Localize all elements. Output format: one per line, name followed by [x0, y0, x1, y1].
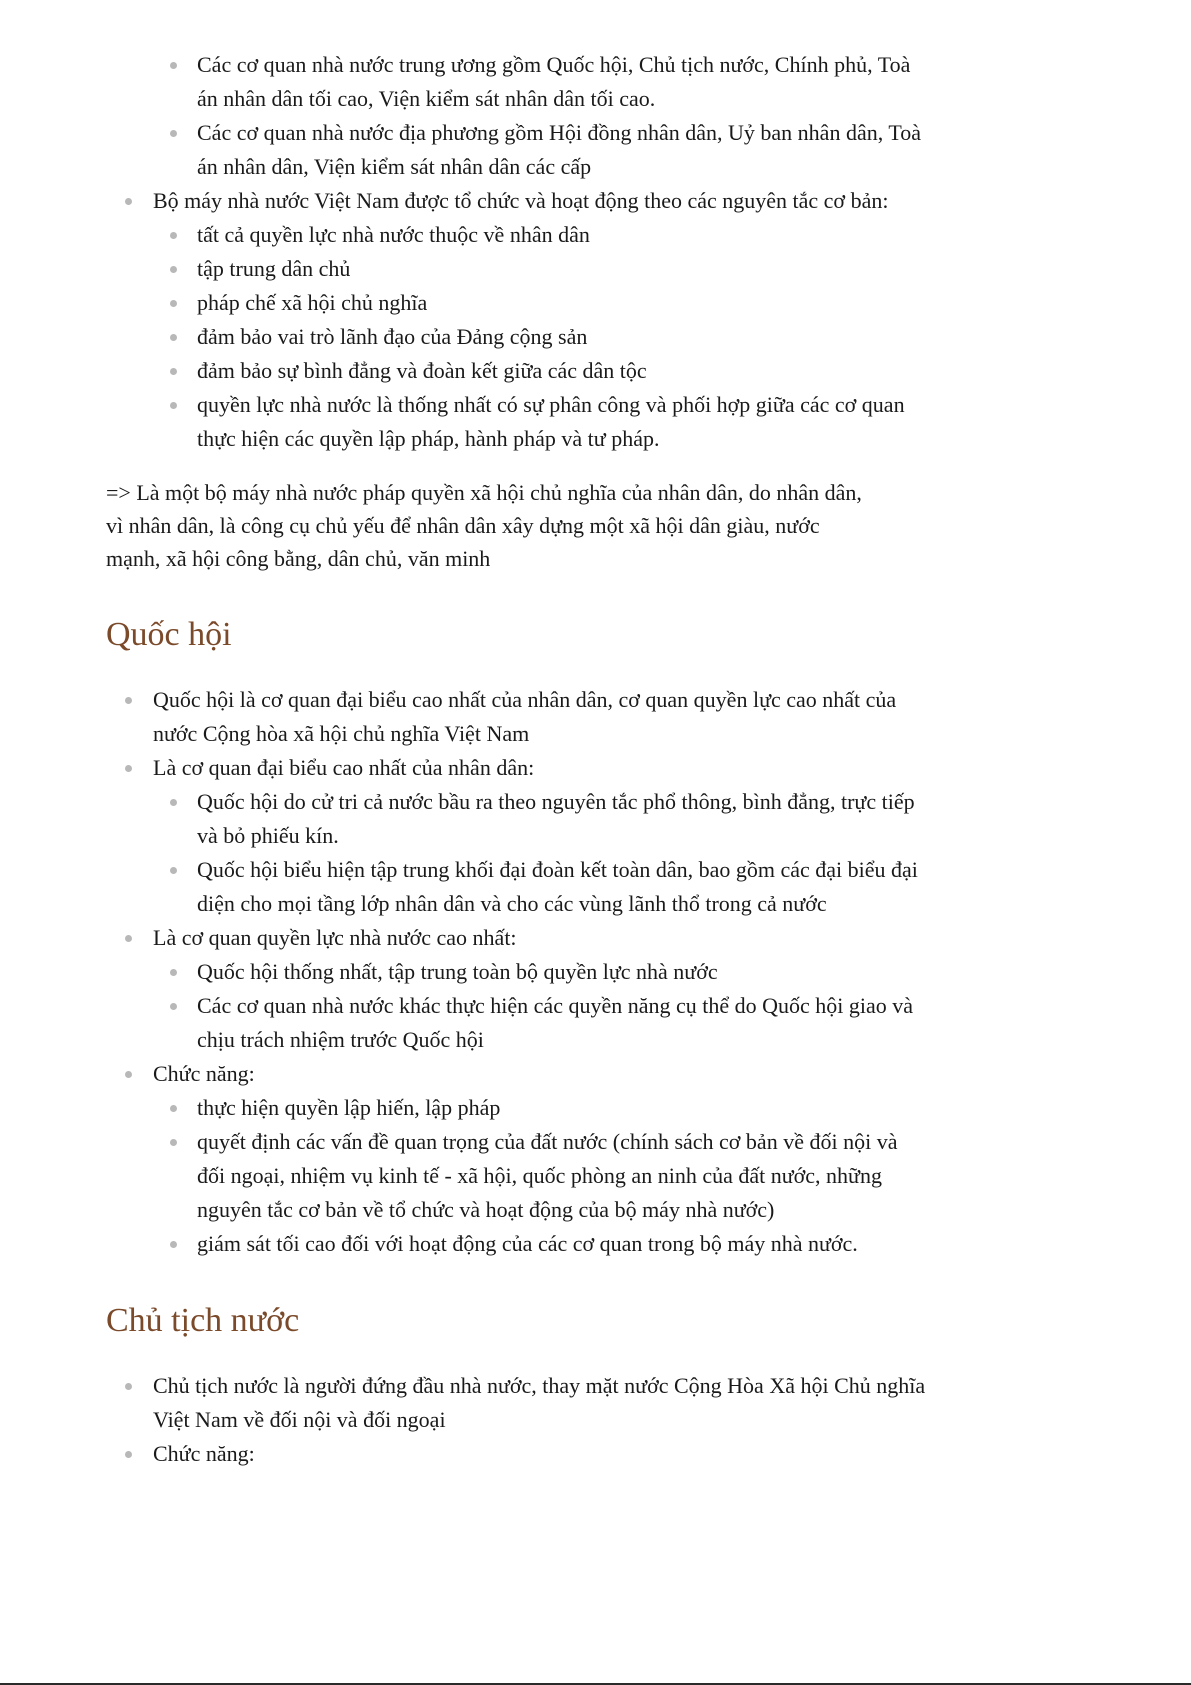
list-item: Quốc hội thống nhất, tập trung toàn bộ quyền lực nhà nước — [106, 955, 926, 989]
list-item: pháp chế xã hội chủ nghĩa — [106, 286, 926, 320]
list-item: giám sát tối cao đối với hoạt động của các cơ quan trong bộ máy nhà nước. — [106, 1227, 926, 1261]
list-item: đảm bảo sự bình đẳng và đoàn kết giữa các dân tộc — [106, 354, 926, 388]
list-item: thực hiện quyền lập hiến, lập pháp — [106, 1091, 926, 1125]
list-item: Các cơ quan nhà nước trung ương gồm Quốc hội, Chủ tịch nước, Chính phủ, Toà án nhân dân tối cao, Viện kiểm sát nhân dân tối cao. — [106, 48, 926, 116]
section-heading-chu-tich-nuoc: Chủ tịch nước — [106, 1302, 300, 1339]
section-heading-quoc-hoi: Quốc hội — [106, 616, 232, 653]
list-item: quyền lực nhà nước là thống nhất có sự phân công và phối hợp giữa các cơ quan thực hiện các quyền lập pháp, hành pháp và tư pháp. — [106, 388, 926, 456]
principles-label — [106, 184, 926, 456]
functions-sublist — [106, 1091, 926, 1261]
principles-sublist — [106, 218, 926, 456]
representative-item — [106, 751, 926, 921]
conclusion-paragraph: => Là một bộ máy nhà nước pháp quyền xã hội chủ nghĩa của nhân dân, do nhân dân, vì nhân dân, là công cụ chủ yếu để nhân dân xây dựng một xã hội dân giàu, nước mạnh, xã hội công bằng, dân chủ, văn minh — [106, 480, 862, 571]
list-item: tất cả quyền lực nhà nước thuộc về nhân dân — [106, 218, 926, 252]
list-item: quyết định các vấn đề quan trọng của đất nước (chính sách cơ bản về đối nội và đối ngoại, nhiệm vụ kinh tế - xã hội, quốc phòng an ninh của đất nước, những nguyên tắc cơ bản về tổ chức và hoạt động của bộ máy nhà nước) — [106, 1125, 926, 1227]
power-sublist — [106, 955, 926, 1057]
list-item: Chức năng: — [106, 1437, 926, 1471]
list-item: đảm bảo vai trò lãnh đạo của Đảng cộng sản — [106, 320, 926, 354]
list-item: Quốc hội biểu hiện tập trung khối đại đoàn kết toàn dân, bao gồm các đại biểu đại diện cho mọi tầng lớp nhân dân và cho các vùng lãnh thổ trong cả nước — [106, 853, 926, 921]
chu-tich-list — [106, 1369, 926, 1471]
power-item — [106, 921, 926, 1057]
principles-list — [106, 184, 926, 456]
document-page — [106, 48, 926, 1471]
principles-label-text: Bộ máy nhà nước Việt Nam được tổ chức và hoạt động theo các nguyên tắc cơ bản: — [153, 188, 889, 213]
power-label: Là cơ quan quyền lực nhà nước cao nhất: — [153, 925, 517, 950]
functions-label: Chức năng: — [153, 1061, 255, 1086]
list-item: Các cơ quan nhà nước địa phương gồm Hội đồng nhân dân, Uỷ ban nhân dân, Toà án nhân dân, Viện kiểm sát nhân dân các cấp — [106, 116, 926, 184]
functions-item — [106, 1057, 926, 1261]
list-item: Quốc hội là cơ quan đại biểu cao nhất của nhân dân, cơ quan quyền lực cao nhất của nước Cộng hòa xã hội chủ nghĩa Việt Nam — [106, 683, 926, 751]
list-item: tập trung dân chủ — [106, 252, 926, 286]
list-item: Quốc hội do cử tri cả nước bầu ra theo nguyên tắc phổ thông, bình đẳng, trực tiếp và bỏ phiếu kín. — [106, 785, 926, 853]
representative-label: Là cơ quan đại biểu cao nhất của nhân dân: — [153, 755, 535, 780]
quoc-hoi-list — [106, 683, 926, 1261]
list-item: Chủ tịch nước là người đứng đầu nhà nước, thay mặt nước Cộng Hòa Xã hội Chủ nghĩa Việt Nam về đối nội và đối ngoại — [106, 1369, 926, 1437]
representative-sublist — [106, 785, 926, 921]
central-local-list — [106, 48, 926, 184]
list-item: Các cơ quan nhà nước khác thực hiện các quyền năng cụ thể do Quốc hội giao và chịu trách nhiệm trước Quốc hội — [106, 989, 926, 1057]
